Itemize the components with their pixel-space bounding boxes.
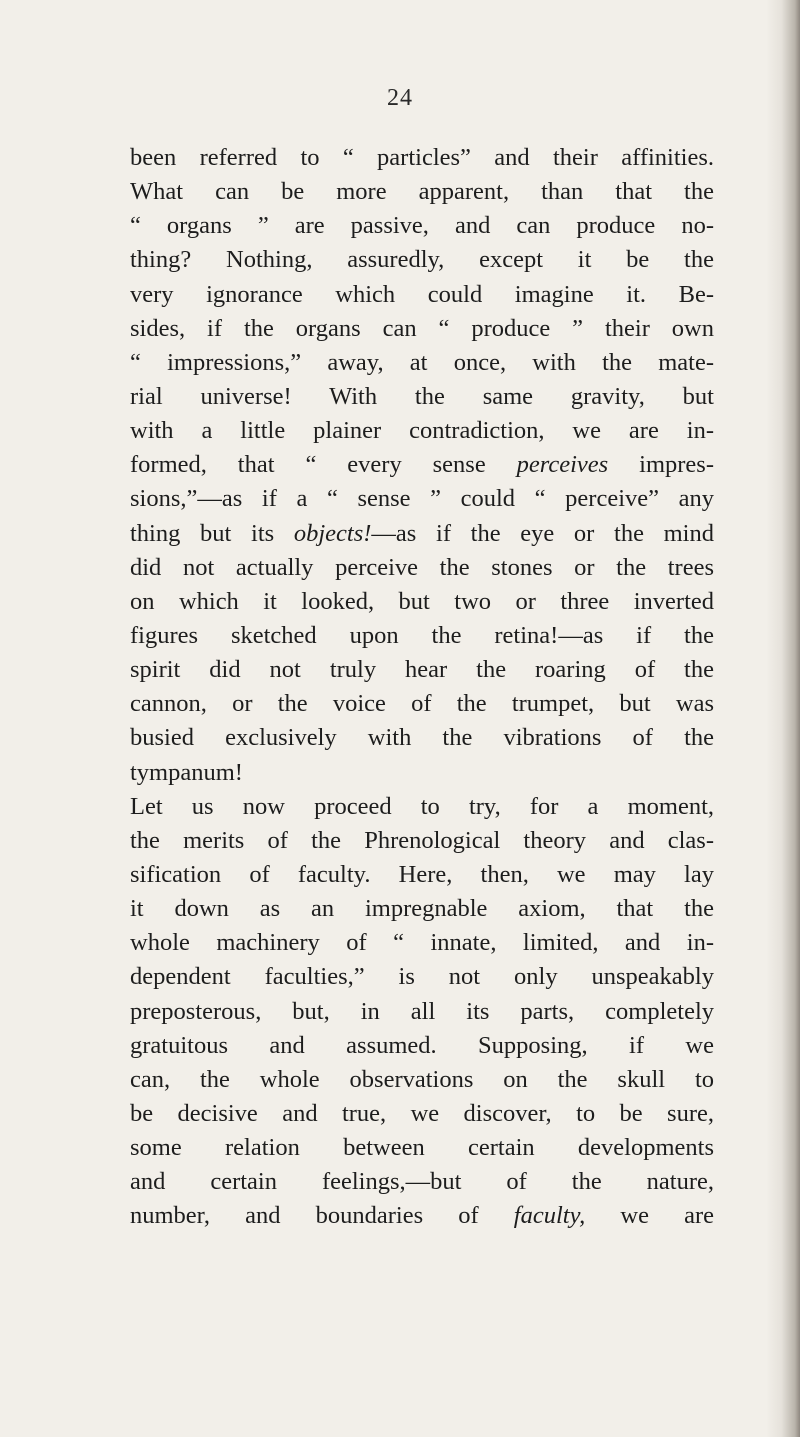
text-line: the merits of the Phrenological theory and clas- — [130, 826, 714, 854]
text-line: on which it looked, but two or three inverted — [130, 587, 714, 615]
page-edge-shadow — [766, 0, 800, 1437]
text-line: thing but its objects!—as if the eye or the mind — [130, 519, 714, 547]
text-line: rial universe! With the same gravity, but — [130, 382, 714, 410]
text-line: busied exclusively with the vibrations of the — [130, 724, 714, 752]
text-line: it down as an impregnable axiom, that the — [130, 895, 714, 923]
text-line: sions,”—as if a “ sense ” could “ perceive” any — [130, 485, 714, 513]
text-line: can, the whole observations on the skull to — [130, 1065, 714, 1093]
text-line: cannon, or the voice of the trumpet, but was — [130, 690, 714, 718]
text-line: “ organs ” are passive, and can produce no- — [130, 212, 714, 240]
text-line: thing? Nothing, assuredly, except it be the — [130, 246, 714, 274]
text-line: sification of faculty. Here, then, we may lay — [130, 860, 714, 888]
text-line: preposterous, but, in all its parts, completely — [130, 997, 714, 1025]
text-line: “ impressions,” away, at once, with the mate- — [130, 348, 714, 376]
body-text — [130, 141, 714, 1234]
text-line: did not actually perceive the stones or the trees — [130, 553, 714, 581]
text-line: dependent faculties,” is not only unspeakably — [130, 963, 714, 991]
text-line: very ignorance which could imagine it. Be- — [130, 280, 714, 308]
text-line: gratuitous and assumed. Supposing, if we — [130, 1031, 714, 1059]
page-number: 24 — [387, 85, 413, 111]
text-line: What can be more apparent, than that the — [130, 178, 714, 206]
text-line: Let us now proceed to try, for a moment, — [130, 792, 714, 820]
text-line: spirit did not truly hear the roaring of the — [130, 656, 714, 684]
text-line: sides, if the organs can “ produce ” their own — [130, 314, 714, 342]
text-line: some relation between certain developments — [130, 1134, 714, 1162]
text-line: been referred to “ particles” and their affinities. — [130, 144, 714, 171]
text-line: whole machinery of “ innate, limited, and in- — [130, 929, 714, 957]
text-line: tympanum! — [130, 758, 243, 786]
text-line: number, and boundaries of faculty, we are — [130, 1202, 714, 1230]
text-line: and certain feelings,—but of the nature, — [130, 1168, 714, 1196]
text-line: with a little plainer contradiction, we are in- — [130, 417, 714, 445]
text-line: figures sketched upon the retina!—as if the — [130, 621, 714, 649]
text-line: be decisive and true, we discover, to be sure, — [130, 1099, 714, 1127]
text-line: formed, that “ every sense perceives impres- — [130, 451, 714, 479]
